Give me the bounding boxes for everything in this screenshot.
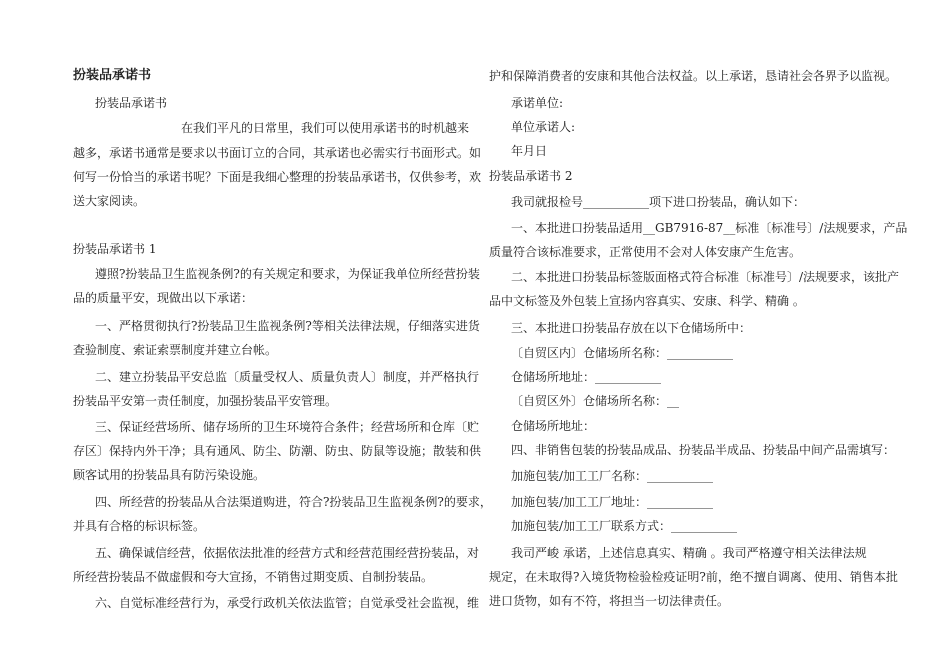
paragraph-line: 查验制度、索证索票制度并建立台帐。 xyxy=(73,343,278,357)
paragraph-line: 品的质量平安，现做出以下承诺： xyxy=(73,291,254,305)
paragraph-line: 存区〕保持内外干净；具有通风、防尘、防潮、防虫、防鼠等设施；散装和供 xyxy=(73,444,482,458)
subtitle: 扮装品承诺书 xyxy=(95,96,168,110)
signature-unit-label: 承诺单位: xyxy=(511,96,564,110)
paragraph-line: 二、本批进口扮装品标签版面格式符合标准〔标准号〕/法规要求，该批产 xyxy=(511,270,900,284)
paragraph-line: 三、本批进口扮装品存放在以下仓储场所中： xyxy=(511,321,752,335)
form-line: 加施包装/加工工厂名称：___________ xyxy=(511,469,714,483)
paragraph-line: 扮装品平安第一责任制度，加强扮装品平安管理。 xyxy=(73,394,338,408)
paragraph-line: 顾客试用的扮装品具有防污染设施。 xyxy=(73,468,266,482)
form-line: 〔自贸区内〕仓储场所名称：___________ xyxy=(511,346,734,360)
form-line: 仓储场所地址：___________ xyxy=(511,370,662,384)
form-line: 〔自贸区外〕仓储场所名称：__ xyxy=(511,394,680,408)
paragraph-line: 一、本批进口扮装品适用__GB7916-87__标准〔标准号〕/法规要求，产品 xyxy=(511,221,908,235)
signature-person-label: 单位承诺人: xyxy=(511,120,576,134)
section-heading: 扮装品承诺书 2 xyxy=(489,169,573,183)
paragraph-line: 在我们平凡的日常里，我们可以使用承诺书的时机越来 xyxy=(181,121,470,135)
document-title: 扮装品承诺书 xyxy=(73,68,152,83)
paragraph-line: 送大家阅读。 xyxy=(73,194,146,208)
paragraph-line: 质量符合该标准要求，正常使用不会对人体安康产生危害。 xyxy=(489,245,802,259)
paragraph-line: 三、保证经营场所、储存场所的卫生环境符合条件；经营场所和仓库〔贮 xyxy=(95,420,480,434)
paragraph-line: 我司就报检号___________项下进口扮装品，确认如下： xyxy=(511,195,806,209)
date-label: 年月日 xyxy=(511,144,548,158)
paragraph-line: 护和保障消费者的安康和其他合法权益。以上承诺，恳请社会各界予以监视。 xyxy=(489,69,898,83)
section-heading: 扮装品承诺书 1 xyxy=(73,242,157,256)
paragraph-line: 我司严峻 承诺，上述信息真实、精确 。我司严格遵守相关法律法规 xyxy=(511,546,867,560)
paragraph-line: 遵照?扮装品卫生监视条例?的有关规定和要求，为保证我单位所经营扮装 xyxy=(95,267,480,281)
paragraph-line: 进口货物，如有不符，将担当一切法律责任。 xyxy=(489,594,730,608)
paragraph-line: 越多，承诺书通常是要求以书面订立的合同，其承诺也必需实行书面形式。如 xyxy=(73,146,482,160)
paragraph-line: 所经营扮装品不做虚假和夸大宣扬，不销售过期变质、自制扮装品。 xyxy=(73,570,434,584)
paragraph-line: 五、确保诚信经营，依据依法批准的经营方式和经营范围经营扮装品，对 xyxy=(95,546,480,560)
form-line: 仓储场所地址： xyxy=(511,419,596,433)
paragraph-line: 何写一份恰当的承诺书呢？下面是我细心整理的扮装品承诺书，仅供参考，欢 xyxy=(73,170,482,184)
paragraph-line: 六、自觉标准经营行为，承受行政机关依法监管；自觉承受社会监视，维 xyxy=(95,596,480,610)
paragraph-line: 品中文标签及外包装上宣扬内容真实、安康、科学、精确 。 xyxy=(489,294,805,308)
form-line: 加施包装/加工工厂地址：___________ xyxy=(511,495,714,509)
paragraph-line: 二、建立扮装品平安总监〔质量受权人、质量负责人〕制度，并严格执行 xyxy=(95,370,480,384)
form-line: 加施包装/加工工厂联系方式：___________ xyxy=(511,519,738,533)
paragraph-line: 四、非销售包装的扮装品成品、扮装品半成品、扮装品中间产品需填写： xyxy=(511,443,896,457)
paragraph-line: 一、严格贯彻执行?扮装品卫生监视条例?等相关法律法规，仔细落实进货 xyxy=(95,319,480,333)
paragraph-line: 四、所经营的扮装品从合法渠道购进，符合?扮装品卫生监视条例?的要求， xyxy=(95,495,492,509)
paragraph-line: 规定，在未取得?入境货物检验检疫证明?前，绝不擅自调离、使用、销售本批 xyxy=(489,570,898,584)
paragraph-line: 并具有合格的标识标签。 xyxy=(73,519,206,533)
